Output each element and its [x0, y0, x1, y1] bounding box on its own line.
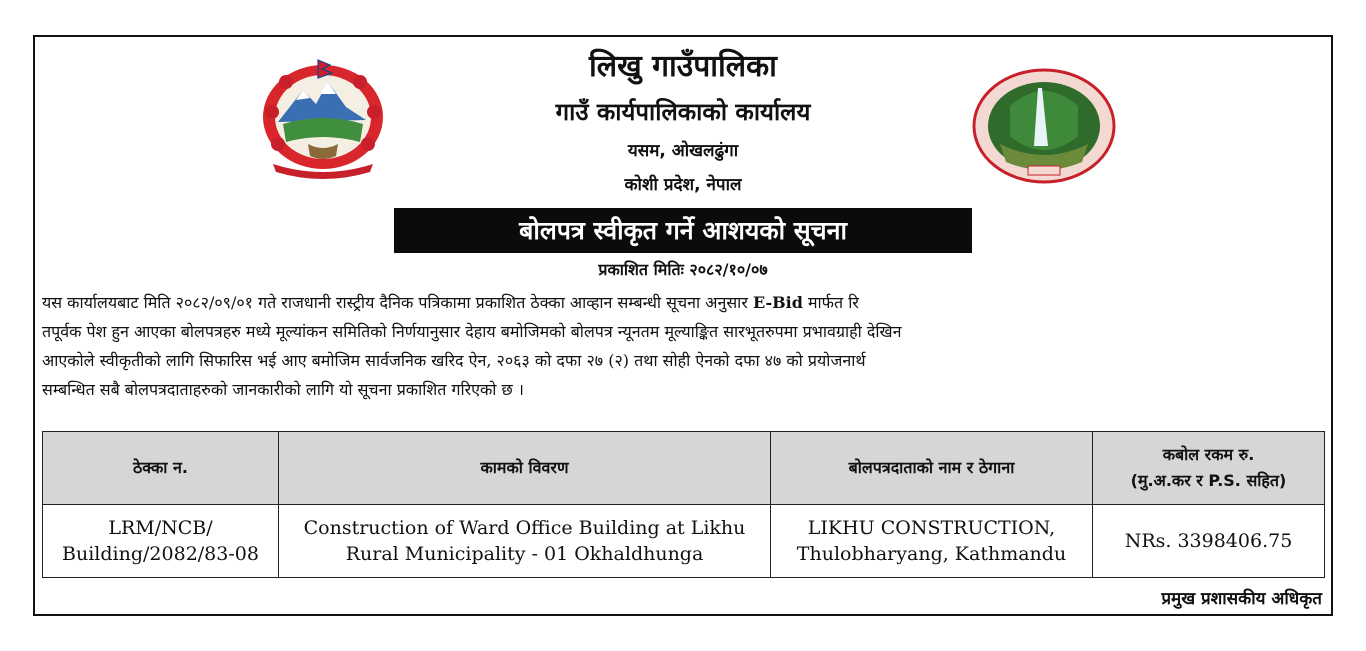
address-line: यसम, ओखलढुंगा	[627, 141, 739, 161]
municipality-seal-icon	[970, 66, 1118, 186]
header-work-description: कामको विवरण	[279, 432, 771, 505]
header-amount: कबोल रकम रु. (मु.अ.कर र P.S. सहित)	[1093, 432, 1325, 505]
table-header-row	[43, 432, 1325, 505]
body-line: यस कार्यालयबाट मिति २०८२/०९/०१ गते राजधानी रास्ट्रीय दैनिक पत्रिकामा प्रकाशित ठेक्का आव्हान सम्बन्धी सूचना अनुसार E-Bid मार्फत रि	[42, 293, 859, 312]
bid-table	[42, 431, 1325, 578]
cell-bidder: LIKHU CONSTRUCTION, Thulobharyang, Kathmandu	[771, 505, 1093, 578]
notice-body	[42, 288, 1326, 404]
body-line: सम्बन्धित सबै बोलपत्रदाताहरुको जानकारीको लागि यो सूचना प्रकाशित गरिएको छ ।	[42, 380, 524, 399]
body-line: आएकोले स्वीकृतीको लागि सिफारिस भई आए बमोजिम सार्वजनिक खरिद ऐन, २०६३ को दफा २७ (२) तथा सोही ऐनको दफा ४७ को प्रयोजनार्थ	[42, 351, 866, 370]
table-row	[43, 505, 1325, 578]
cell-contract-no: LRM/NCB/ Building/2082/83-08	[43, 505, 279, 578]
org-name: लिखु गाउँपालिका	[589, 49, 777, 84]
cell-description: Construction of Ward Office Building at Likhu Rural Municipality - 01 Okhaldhunga	[279, 505, 771, 578]
province-line: कोशी प्रदेश, नेपाल	[624, 175, 742, 195]
published-date: प्रकाशित मितिः २०८२/१०/०७	[598, 260, 768, 279]
cell-amount: NRs. 3398406.75	[1093, 505, 1325, 578]
notice-title: बोलपत्र स्वीकृत गर्ने आशयको सूचना	[394, 208, 972, 253]
body-line: तपूर्वक पेश हुन आएका बोलपत्रहरु मध्ये मूल्यांकन समितिको निर्णयानुसार देहाय बमोजिमको बोलपत्र न्यूनतम मूल्याङ्कित सारभूतरुपमा प्रभावग्राही देखिन	[42, 322, 902, 341]
ebid-label: E-Bid	[752, 293, 803, 312]
header-contract-no: ठेक्का न.	[43, 432, 279, 505]
signatory-title: प्रमुख प्रशासकीय अधिकृत	[1161, 589, 1322, 609]
header-bidder: बोलपत्रदाताको नाम र ठेगाना	[771, 432, 1093, 505]
office-name: गाउँ कार्यपालिकाको कार्यालय	[555, 98, 811, 126]
